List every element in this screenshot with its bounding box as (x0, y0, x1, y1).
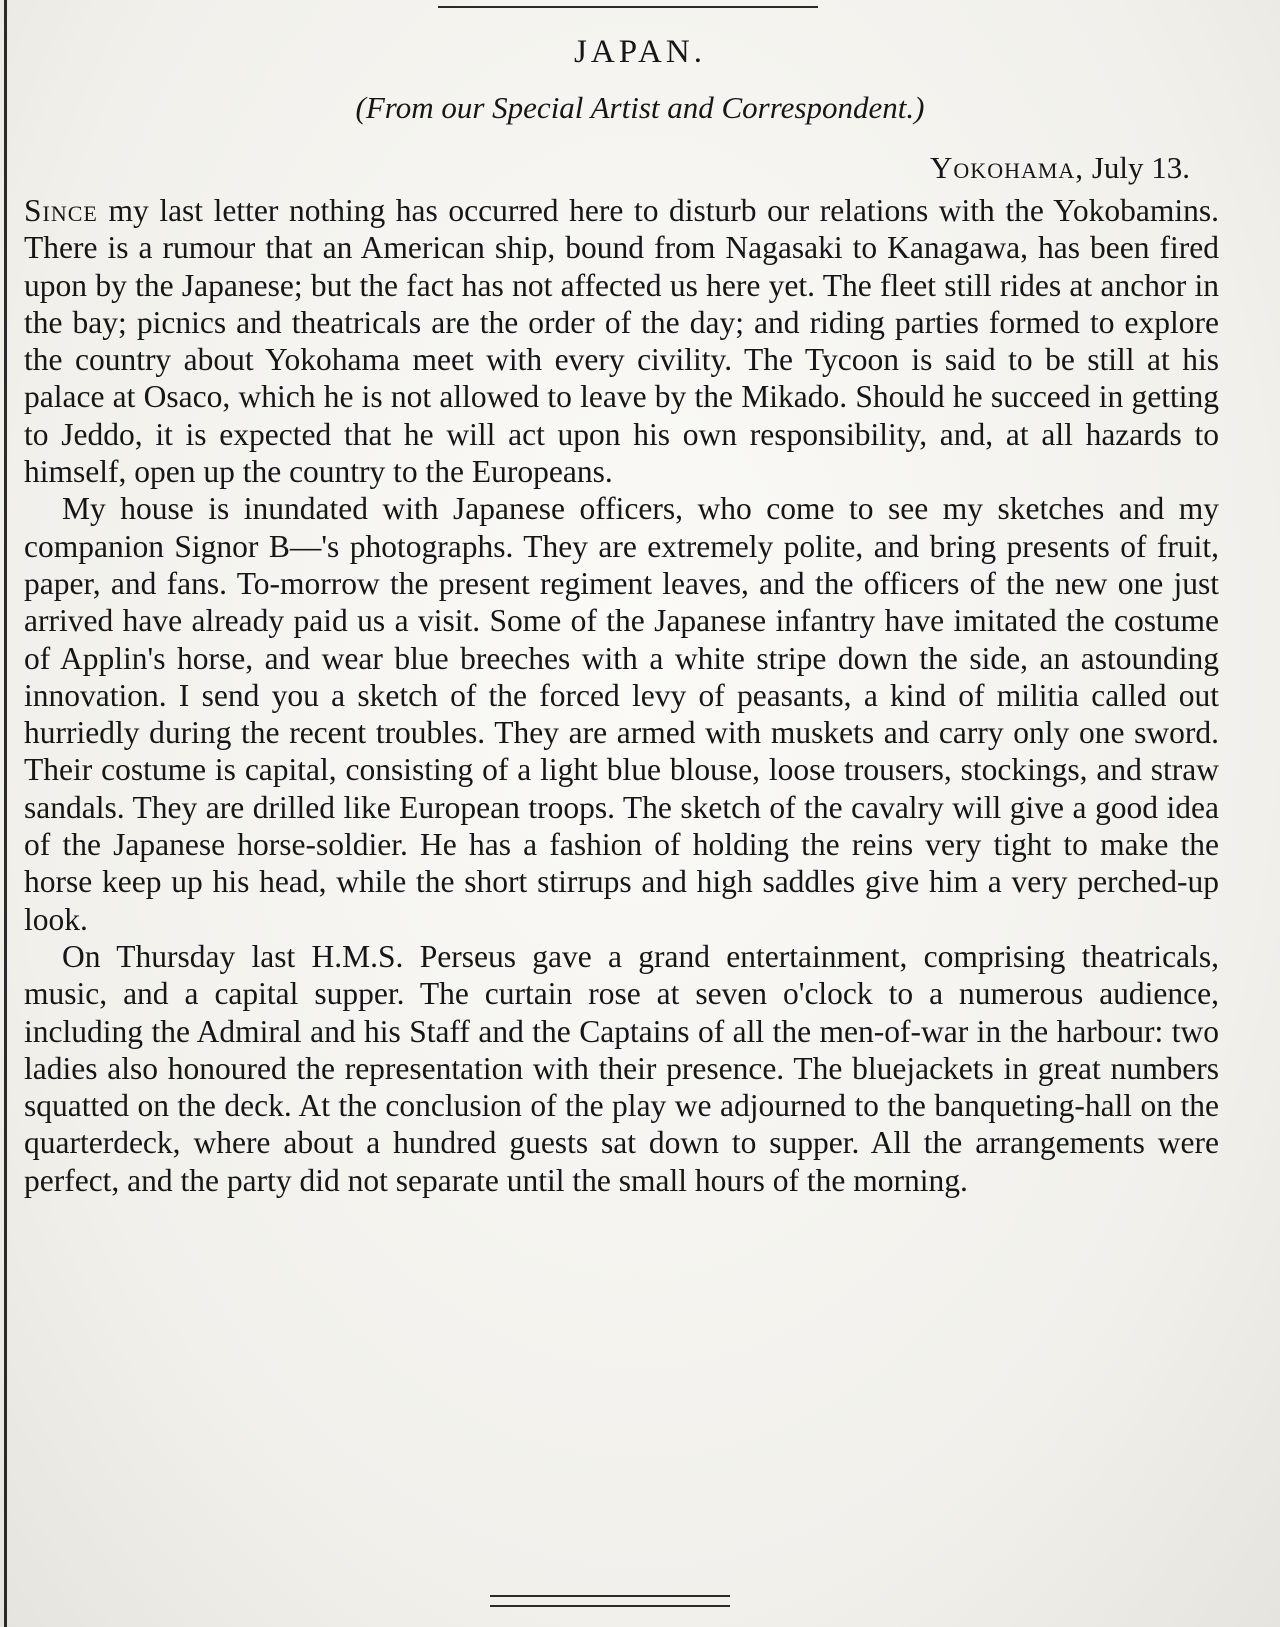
paragraph-3: On Thursday last H.M.S. Perseus gave a grand entertainment, comprising theatricals, music, and a capital supper. The curtain rose at seven o'clock to a numerous audience, including the Admiral and his Staff and the Captains of all the men-of-war in the harbour: two ladies also honoured the representation with their presence. The bluejackets in great numbers squatted on the deck. At the conclusion of the play we adjourned to the banqueting-hall on the quarterdeck, where about a hundred guests sat down to supper. All the arrangements were perfect, and the party did not separate until the small hours of the morning. (24, 938, 1219, 1198)
dateline-place: Yokohama, (930, 150, 1085, 185)
bottom-divider-rule (490, 1595, 730, 1597)
column-rule-left (4, 0, 7, 1627)
article-heading: JAPAN. (574, 34, 706, 70)
paragraph-2: My house is inundated with Japanese officers, who come to see my sketches and my companion Signor B—'s photographs. They are extremely polite, and bring presents of fruit, paper, and fans. To-morrow the present regiment leaves, and the officers of the new one just arrived have already paid us a visit. Some of the Japanese infantry have imitated the costume of Applin's horse, and wear blue breeches with a white stripe down the side, an astounding innovation. I send you a sketch of the forced levy of peasants, a kind of militia called out hurriedly during the recent troubles. They are armed with muskets and carry only one sword. Their costume is capital, consisting of a light blue blouse, loose trousers, stockings, and straw sandals. They are drilled like European troops. The sketch of the cavalry will give a good idea of the Japanese horse-soldier. He has a fashion of holding the reins very tight to make the horse keep up his head, while the short stirrups and high saddles give him a very perched-up look. (24, 491, 1219, 937)
article-subheading: (From our Special Artist and Correspondent.) (355, 90, 925, 125)
dateline-date: July 13. (1091, 150, 1190, 185)
paragraph-1 (24, 192, 1219, 490)
top-divider-rule (438, 6, 818, 8)
bottom-divider-rule-2 (490, 1605, 730, 1607)
dateline (930, 150, 1190, 186)
opening-word: Since (24, 193, 98, 228)
paragraph-1-text: my last letter nothing has occurred here to disturb our relations with the Yokobamins. There is a rumour that an American ship, bound from Nagasaki to Kanagawa, has been fired upon by the Japanese; but the fact has not affected us here yet. The fleet still rides at anchor in the bay; picnics and theatricals are the order of the day; and riding parties formed to explore the country about Yokohama meet with every civility. The Tycoon is said to be still at his palace at Osaco, which he is not allowed to leave by the Mikado. Should he succeed in getting to Jeddo, it is expected that he will act upon his own responsibility, and, at all hazards to himself, open up the country to the Europeans. (24, 193, 1220, 490)
article-body (24, 192, 1219, 1199)
